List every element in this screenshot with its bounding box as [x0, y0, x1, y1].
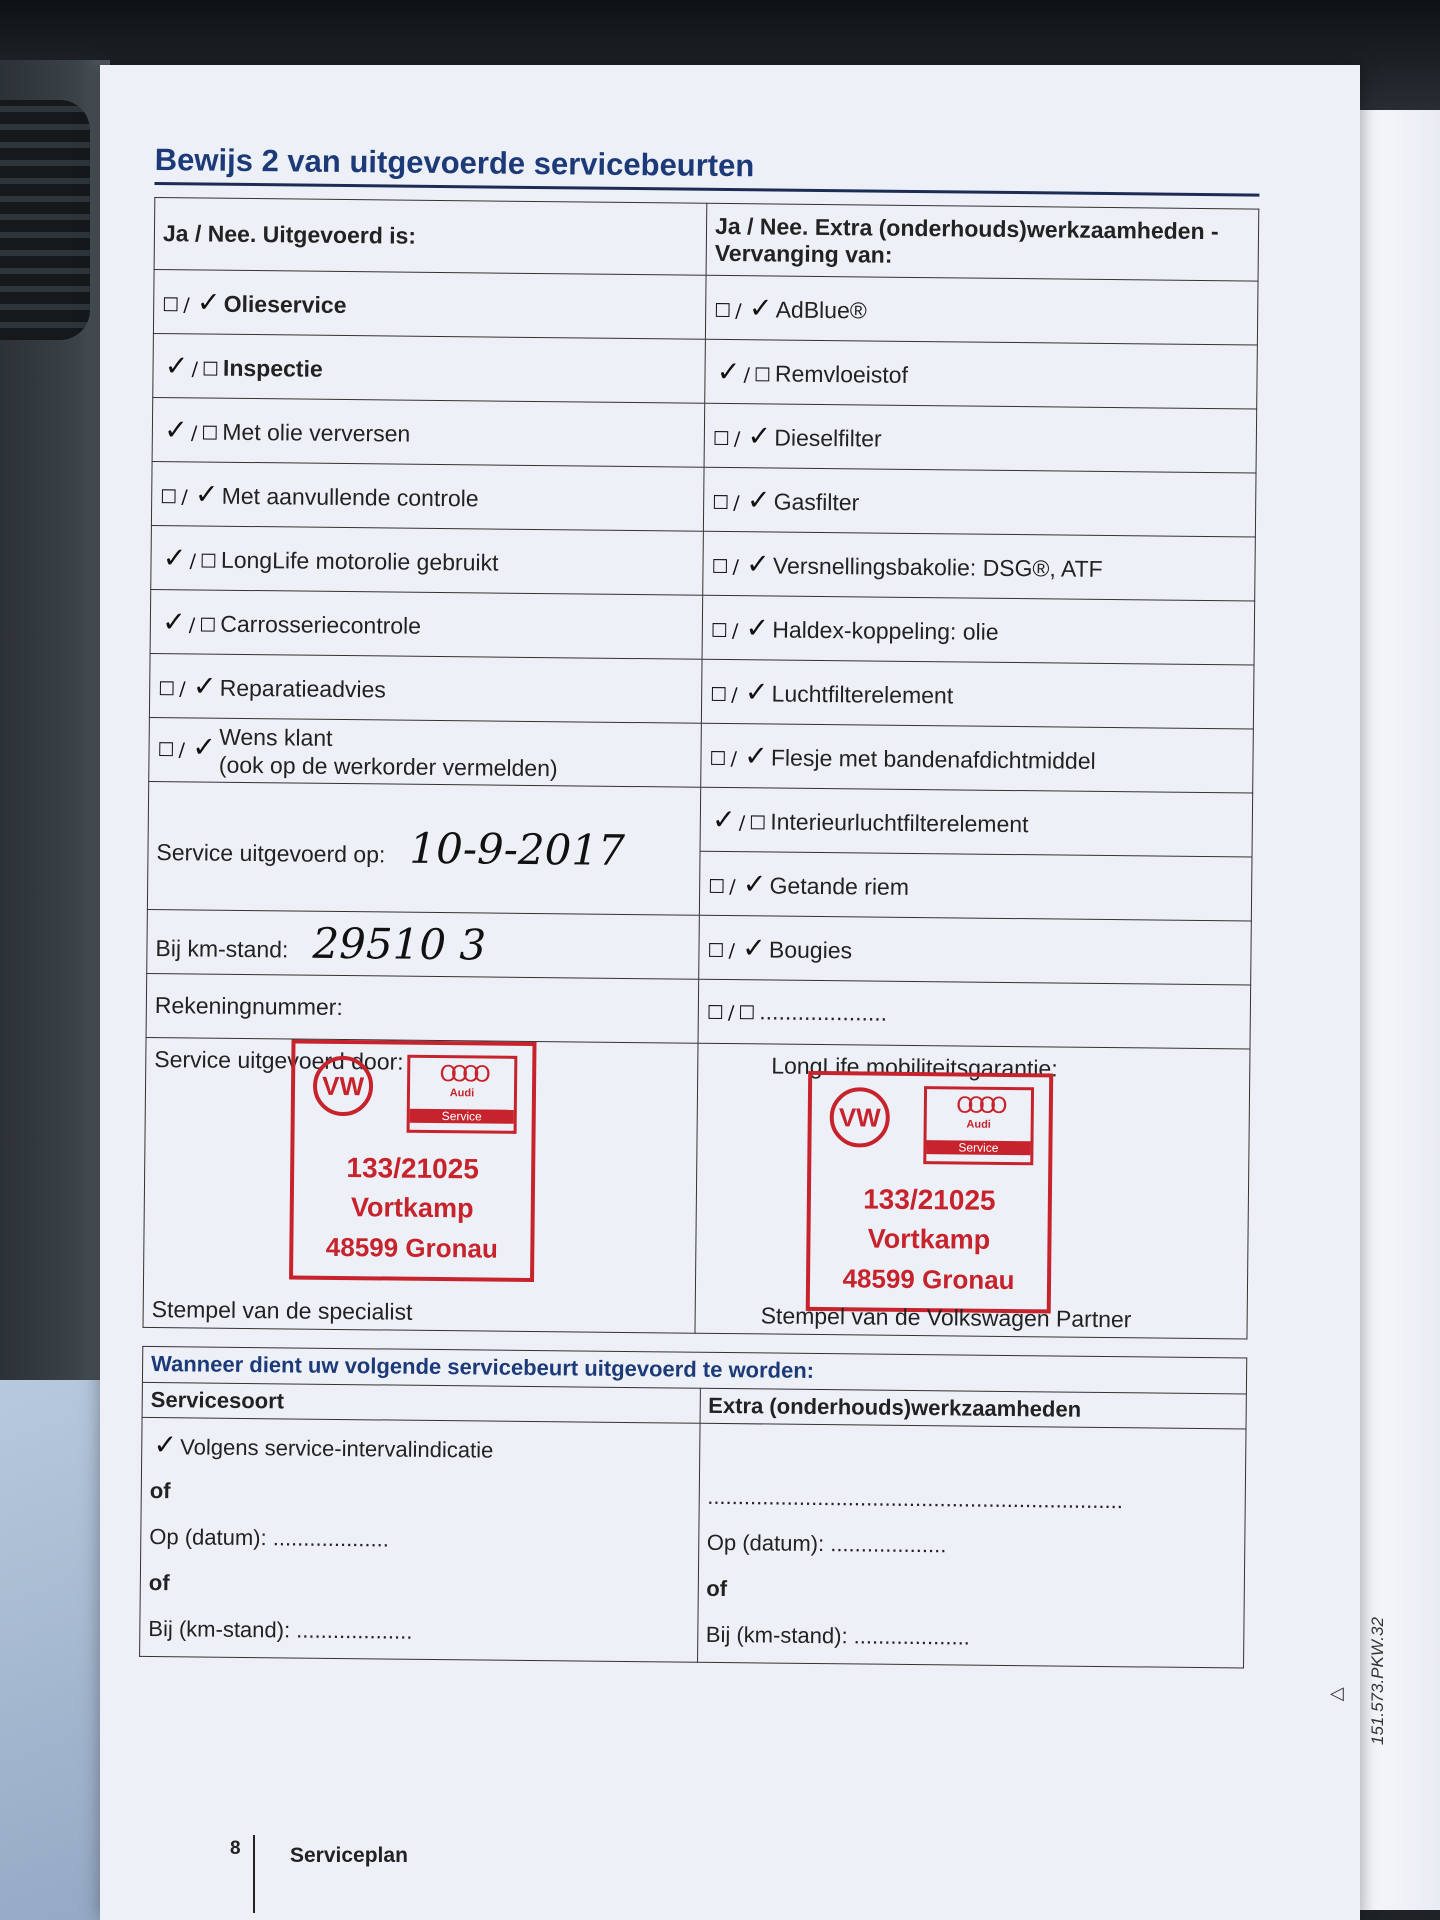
separator: / [189, 550, 197, 573]
separator: / [731, 684, 738, 707]
table-row [149, 653, 1254, 729]
checked-icon: ✓ [748, 291, 773, 325]
right-item [703, 467, 1256, 537]
checkbox-icon: ☐ [157, 738, 175, 761]
left-item [153, 269, 706, 339]
right-item [705, 339, 1258, 409]
of-label: of [149, 1478, 171, 1504]
separator: / [181, 486, 188, 509]
yes-no-checkboxes[interactable] [160, 477, 222, 511]
of-label-3: of [706, 1575, 728, 1602]
extra-header: Extra (onderhouds)werkzaamheden [700, 1388, 1247, 1429]
yes-no-checkboxes[interactable] [158, 669, 220, 703]
air-vent [0, 100, 90, 340]
separator: / [743, 364, 751, 387]
table-row [149, 717, 1254, 793]
service-date-cell [147, 781, 700, 915]
right-item [701, 659, 1254, 729]
footer-divider [253, 1835, 255, 1913]
checkbox-icon: ☐ [708, 875, 726, 899]
checkbox-icon: ☐ [201, 422, 219, 445]
checkbox-icon: ☐ [710, 683, 728, 707]
checked-icon: ✓ [746, 547, 770, 581]
table-row [147, 909, 1252, 985]
table-row [153, 269, 1258, 345]
left-item [151, 461, 704, 531]
item-label: Luchtfilterelement [771, 680, 954, 709]
yes-no-checkboxes[interactable] [711, 547, 773, 581]
audi-word: Audi [449, 1087, 475, 1100]
checkbox-icon: ☐ [201, 358, 220, 381]
separator: / [733, 492, 740, 515]
service-by-label: Service uitgevoerd door: [154, 1046, 404, 1075]
checked-icon: ✓ [194, 477, 219, 511]
item-label: Flesje met bandenafdichtmiddel [770, 744, 1096, 774]
dealer-code: 133/21025 [346, 1152, 480, 1185]
left-header: Ja / Nee. Uitgevoerd is: [154, 198, 707, 276]
right-item [699, 915, 1252, 985]
checkbox-icon: ☐ [712, 427, 731, 451]
checkbox-icon: ☐ [709, 747, 727, 771]
specialist-stamp-cell [143, 1037, 698, 1333]
yes-no-checkboxes[interactable] [710, 611, 773, 645]
checkbox-icon: ☐ [160, 486, 178, 509]
item-label: Interieurluchtfilterelement [770, 808, 1029, 838]
item-label: Wens klant [219, 723, 333, 751]
item-label: .................... [759, 998, 888, 1026]
left-item [149, 653, 702, 723]
checkbox-icon: ☐ [753, 364, 772, 387]
left-item [151, 525, 704, 595]
checkbox-icon: ☐ [706, 1001, 724, 1025]
left-item [150, 589, 703, 659]
right-item [700, 787, 1253, 857]
checked-icon: ✓ [164, 349, 189, 383]
yes-no-checkboxes[interactable] [707, 931, 769, 965]
right-header: Ja / Nee. Extra (onderhouds)werkzaamheden - Vervanging van: [706, 203, 1259, 281]
checkbox-icon: ☐ [714, 299, 732, 323]
audi-logo-icon [923, 1086, 1034, 1165]
checked-icon: ✓ [153, 1428, 178, 1462]
dealer-name: Vortkamp [350, 1192, 474, 1224]
dealer-name: Vortkamp [867, 1223, 991, 1255]
separator: / [727, 1002, 735, 1025]
separator: / [179, 678, 186, 701]
next-service-left [140, 1417, 700, 1662]
yes-no-checkboxes[interactable] [161, 349, 223, 383]
checkbox-icon: ☐ [749, 812, 767, 835]
item-label-sub: (ook op de werkorder vermelden) [218, 751, 558, 781]
next-service-right [697, 1423, 1246, 1668]
audi-rings-icon: OOOO [956, 1093, 1002, 1119]
stamp-specialist-label: Stempel van de specialist [151, 1296, 413, 1325]
checked-icon: ✓ [747, 419, 772, 453]
left-item [152, 397, 705, 467]
table-row [148, 781, 1253, 857]
document-code: 151.573.PKW.32 [1368, 1617, 1387, 1745]
yes-no-checkboxes[interactable] [159, 605, 221, 639]
next-service-heading: Wanneer dient uw volgende servicebeurt uitgevoerd te worden: [142, 1346, 1246, 1394]
separator: / [728, 940, 736, 963]
separator: / [178, 738, 186, 761]
km-value[interactable]: 29510 3 [312, 918, 487, 970]
right-item [703, 531, 1256, 601]
next-service-table [139, 1346, 1247, 1669]
checkbox-icon: ☐ [199, 614, 217, 637]
km-label: Bij km-stand: [155, 935, 289, 963]
checked-icon: ✓ [745, 611, 770, 645]
dealer-city: 48599 Gronau [325, 1231, 498, 1264]
checked-icon: ✓ [192, 669, 217, 703]
separator: / [731, 620, 739, 643]
triangle-icon: ◁ [1330, 1683, 1344, 1703]
next-date-field[interactable]: Op (datum): ................... [149, 1524, 390, 1552]
yes-no-checkboxes[interactable] [712, 419, 775, 453]
interval-label: Volgens service-intervalindicatie [180, 1434, 494, 1463]
left-item [153, 333, 706, 403]
servicesoort-header: Servicesoort [142, 1382, 700, 1423]
service-date-label: Service uitgevoerd op: [156, 839, 386, 868]
separator: / [733, 428, 741, 451]
item-label: AdBlue® [775, 296, 867, 324]
right-item [704, 403, 1257, 473]
separator: / [183, 294, 190, 317]
checked-icon: ✓ [192, 730, 216, 764]
item-label: Gasfilter [773, 488, 860, 516]
table-row [151, 461, 1256, 537]
separator: / [729, 876, 736, 899]
item-label: Bougies [768, 936, 853, 964]
item-label: Inspectie [222, 354, 323, 382]
right-item [701, 723, 1254, 793]
separator: / [735, 300, 742, 323]
yes-no-checkboxes[interactable] [710, 675, 772, 709]
yes-no-checkboxes[interactable] [713, 354, 775, 389]
separator: / [730, 748, 738, 771]
item-label: Remvloeistof [774, 360, 909, 388]
table-row [152, 397, 1257, 473]
longlife-label: LongLife mobiliteitsgarantie: [771, 1052, 1058, 1082]
service-word: Service [926, 1140, 1030, 1155]
item-label: Versnellingsbakolie: DSG®, ATF [772, 552, 1103, 582]
table-row [151, 525, 1256, 601]
stamp-partner-label: Stempel van de Volkswagen Partner [760, 1302, 1132, 1333]
interval-option[interactable] [150, 1422, 691, 1474]
separator: / [191, 358, 199, 381]
checkbox-icon: ☐ [738, 1002, 756, 1025]
table-row [153, 333, 1258, 409]
stamp-row [143, 1037, 1250, 1339]
checkbox-icon: ☐ [158, 678, 176, 701]
page-number: 8 [230, 1838, 241, 1859]
booklet-page [100, 65, 1360, 1920]
yes-no-checkboxes[interactable] [159, 541, 221, 575]
item-label: Dieselfilter [774, 424, 882, 452]
audi-logo-icon [407, 1055, 518, 1134]
separator: / [732, 556, 740, 579]
next-km-field-right[interactable]: Bij (km-stand): ................... [705, 1621, 971, 1650]
table-row [146, 973, 1251, 1049]
footer-section: Serviceplan [290, 1844, 408, 1867]
checkbox-icon: ☐ [710, 619, 728, 643]
audi-word: Audi [966, 1118, 991, 1131]
dealer-city: 48599 Gronau [842, 1263, 1015, 1296]
km-cell [147, 909, 700, 979]
yes-no-checkboxes[interactable] [707, 998, 760, 1025]
checked-icon: ✓ [742, 931, 766, 965]
checked-icon: ✓ [746, 483, 771, 517]
partner-stamp-cell [695, 1043, 1250, 1339]
checked-icon: ✓ [196, 285, 221, 319]
invoice-label[interactable]: Rekeningnummer: [146, 973, 699, 1043]
item-label: Olieservice [223, 290, 347, 319]
extra-work-field[interactable]: .................................................................... [707, 1483, 1124, 1514]
checkbox-icon: ☐ [707, 939, 725, 963]
checkbox-icon: ☐ [199, 550, 218, 573]
right-item [705, 275, 1258, 345]
yes-no-checkboxes[interactable] [712, 483, 774, 517]
vw-logo-icon: VW [829, 1087, 890, 1148]
yes-no-checkboxes[interactable] [708, 867, 770, 901]
left-item [149, 717, 702, 787]
service-word: Service [410, 1109, 514, 1124]
separator: / [188, 614, 196, 637]
item-label: Haldex-koppeling: olie [772, 616, 999, 645]
header-row [154, 198, 1259, 282]
vw-logo-icon: VW [313, 1056, 374, 1117]
checked-icon: ✓ [742, 867, 767, 901]
next-km-field[interactable]: Bij (km-stand): ................... [148, 1616, 413, 1644]
item-label: Getande riem [769, 872, 910, 900]
item-label: Met aanvullende controle [221, 482, 479, 512]
yes-no-checkboxes[interactable] [709, 739, 771, 773]
item-label: Reparatieadvies [219, 674, 387, 703]
checked-icon: ✓ [161, 605, 186, 639]
checked-icon: ✓ [711, 802, 736, 837]
checkbox-icon: ☐ [712, 491, 730, 515]
separator: / [190, 422, 198, 445]
right-item [698, 979, 1251, 1049]
checked-icon: ✓ [164, 413, 188, 447]
checked-icon: ✓ [744, 675, 769, 709]
checked-icon: ✓ [744, 739, 768, 773]
service-date-value[interactable]: 10-9-2017 [409, 823, 626, 875]
dealer-stamp [289, 1039, 536, 1282]
right-item [699, 851, 1252, 921]
separator: / [738, 812, 746, 835]
dealer-code: 133/21025 [863, 1183, 996, 1216]
checkbox-icon: ☐ [711, 555, 729, 579]
yes-no-checkboxes[interactable] [714, 291, 776, 325]
yes-no-checkboxes[interactable] [157, 730, 219, 764]
yes-no-checkboxes[interactable] [709, 802, 771, 837]
service-table [143, 197, 1260, 1340]
table-row [150, 589, 1255, 665]
checked-icon: ✓ [716, 354, 741, 389]
next-date-field-right[interactable]: Op (datum): ................... [706, 1529, 947, 1558]
yes-no-checkboxes[interactable] [161, 413, 223, 447]
right-item [702, 595, 1255, 665]
page-title: Bewijs 2 van uitgevoerde servicebeurten [154, 135, 1259, 197]
item-label: Met olie verversen [222, 418, 411, 447]
item-label: LongLife motorolie gebruikt [220, 546, 499, 576]
service-record-sheet [139, 135, 1260, 1668]
yes-no-checkboxes[interactable] [162, 285, 224, 319]
checked-icon: ✓ [162, 541, 187, 575]
item-label: Carrosseriecontrole [220, 610, 422, 639]
checkbox-icon: ☐ [162, 294, 180, 317]
partner-stamp [806, 1071, 1053, 1314]
audi-rings-icon: OOOO [439, 1062, 485, 1088]
of-label-2: of [148, 1570, 170, 1596]
